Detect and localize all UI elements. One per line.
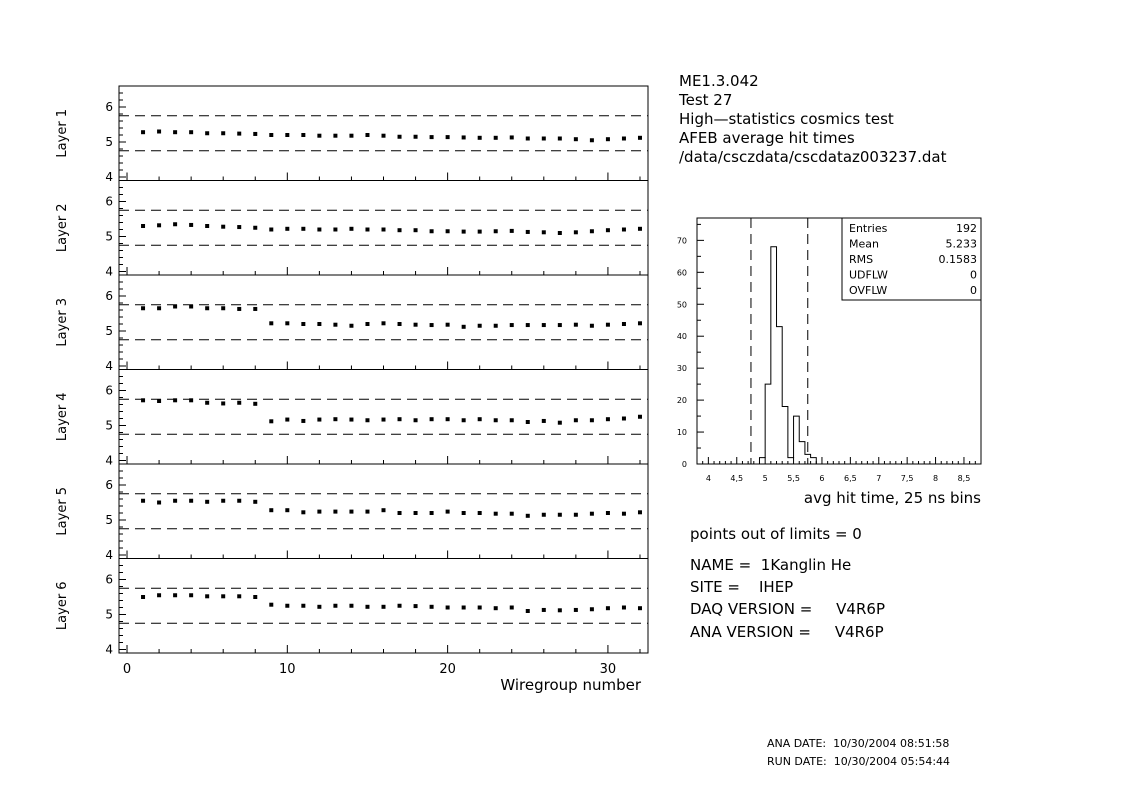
stats-label: Mean: [849, 237, 879, 251]
data-point: [462, 135, 466, 139]
data-point: [333, 604, 337, 608]
data-point: [173, 593, 177, 597]
data-point: [574, 137, 578, 141]
data-point: [638, 415, 642, 419]
data-point: [510, 135, 514, 139]
data-point: [301, 510, 305, 514]
data-point: [349, 510, 353, 514]
data-point: [574, 418, 578, 422]
data-point: [301, 133, 305, 137]
data-point: [269, 228, 273, 232]
data-point: [398, 417, 402, 421]
data-point: [317, 418, 321, 422]
data-point: [141, 306, 145, 310]
data-point: [237, 307, 241, 311]
x-tick-label: 10: [279, 662, 296, 677]
x-tick-label: 20: [439, 662, 456, 677]
data-point: [590, 607, 594, 611]
header-line-3: High—statistics cosmics test: [679, 110, 894, 128]
data-point: [542, 419, 546, 423]
data-point: [638, 136, 642, 140]
stats-value: 0.1583: [938, 253, 977, 266]
x-axis-label: Wiregroup number: [500, 676, 641, 694]
data-point: [285, 227, 289, 231]
data-point: [462, 511, 466, 515]
hit-time-histogram: [677, 218, 981, 507]
data-point: [590, 138, 594, 142]
data-point: [462, 606, 466, 610]
data-point: [317, 228, 321, 232]
data-point: [189, 223, 193, 227]
data-point: [141, 398, 145, 402]
y-tick-label: 6: [105, 100, 113, 114]
hist-x-tick-label: 6: [819, 474, 825, 483]
data-point: [446, 135, 450, 139]
layer-label: Layer 2: [55, 203, 70, 253]
data-point: [253, 402, 257, 406]
panel-frame: [119, 86, 648, 181]
data-point: [253, 226, 257, 230]
data-point: [221, 225, 225, 229]
data-point: [205, 306, 209, 310]
data-point: [542, 323, 546, 327]
data-point: [349, 324, 353, 328]
hist-x-tick-label: 8,5: [957, 474, 971, 483]
data-point: [301, 604, 305, 608]
hist-x-tick-label: 5: [762, 474, 768, 483]
data-point: [173, 499, 177, 503]
hist-bar: [777, 327, 783, 464]
hist-bar: [811, 458, 817, 464]
data-point: [365, 228, 369, 232]
data-point: [205, 594, 209, 598]
stats-value: 192: [956, 222, 977, 235]
layer-panel-1: [55, 86, 648, 184]
data-point: [317, 134, 321, 138]
data-point: [606, 606, 610, 610]
layer-panels: [55, 86, 648, 694]
data-point: [462, 230, 466, 234]
hist-x-tick-label: 4: [705, 474, 711, 483]
site-field: SITE = IHEP: [690, 578, 794, 596]
data-point: [365, 510, 369, 514]
hist-x-tick-label: 4,5: [730, 474, 744, 483]
y-tick-label: 4: [105, 453, 113, 468]
data-point: [189, 130, 193, 134]
data-point: [494, 136, 498, 140]
stats-label: RMS: [849, 253, 874, 266]
data-point: [398, 228, 402, 232]
data-point: [558, 608, 562, 612]
data-point: [349, 227, 353, 231]
hist-bar: [782, 406, 788, 464]
data-point: [446, 510, 450, 514]
stats-value: 0: [970, 268, 977, 282]
data-point: [365, 133, 369, 137]
data-point: [157, 223, 161, 227]
data-point: [526, 609, 530, 613]
data-point: [269, 603, 273, 607]
y-tick-label: 4: [105, 264, 113, 279]
data-point: [141, 499, 145, 503]
y-tick-label: 5: [105, 607, 113, 622]
data-point: [253, 500, 257, 504]
hist-y-tick-label: 0: [681, 460, 687, 469]
data-point: [382, 605, 386, 609]
ana-version-field: ANA VERSION = V4R6P: [690, 623, 884, 641]
points-out-of-limits: points out of limits = 0: [690, 525, 862, 543]
data-point: [574, 608, 578, 612]
data-point: [237, 594, 241, 598]
data-point: [285, 604, 289, 608]
data-point: [382, 321, 386, 325]
hist-y-tick-label: 10: [676, 428, 687, 438]
header-line-2: Test 27: [679, 91, 733, 109]
data-point: [622, 606, 626, 610]
data-point: [237, 225, 241, 229]
data-point: [542, 137, 546, 141]
data-point: [510, 606, 514, 610]
data-point: [398, 511, 402, 515]
data-point: [558, 513, 562, 517]
data-point: [221, 499, 225, 503]
stats-value: 5.233: [945, 237, 977, 251]
data-point: [205, 224, 209, 228]
hist-y-tick-label: 70: [676, 236, 687, 246]
data-point: [221, 306, 225, 310]
data-point: [606, 417, 610, 421]
y-tick-label: 4: [105, 359, 113, 373]
data-point: [574, 513, 578, 517]
data-point: [333, 323, 337, 327]
data-point: [157, 501, 161, 505]
layer-label: Layer 3: [55, 297, 70, 347]
run-date: RUN DATE: 10/30/2004 05:54:44: [767, 755, 951, 768]
data-point: [157, 306, 161, 310]
data-point: [205, 500, 209, 504]
layer-label: Layer 5: [55, 486, 70, 536]
data-point: [382, 418, 386, 422]
data-point: [189, 305, 193, 309]
hist-y-tick-label: 40: [676, 332, 687, 342]
data-point: [478, 230, 482, 234]
data-point: [414, 604, 418, 608]
data-point: [173, 398, 177, 402]
data-point: [430, 417, 434, 421]
y-tick-label: 4: [105, 642, 113, 657]
data-point: [349, 134, 353, 138]
data-point: [526, 420, 530, 424]
data-point: [189, 398, 193, 402]
header-line-4: AFEB average hit times: [679, 129, 855, 147]
data-point: [638, 227, 642, 231]
data-point: [237, 401, 241, 405]
data-point: [173, 305, 177, 309]
layer-label: Layer 6: [55, 581, 70, 631]
data-point: [269, 321, 273, 325]
y-tick-label: 4: [105, 548, 113, 562]
data-point: [237, 132, 241, 136]
data-point: [622, 228, 626, 232]
stats-label: OVFLW: [849, 284, 888, 297]
data-point: [510, 512, 514, 516]
y-tick-label: 5: [105, 513, 113, 527]
data-point: [382, 508, 386, 512]
data-point: [253, 595, 257, 599]
data-point: [638, 510, 642, 514]
hist-y-tick-label: 30: [676, 364, 687, 374]
data-point: [446, 229, 450, 233]
data-point: [365, 418, 369, 422]
data-point: [333, 510, 337, 514]
layer-panel-4: [55, 370, 648, 468]
header-line-1: ME1.3.042: [679, 72, 759, 90]
data-point: [333, 134, 337, 138]
data-point: [141, 130, 145, 134]
data-point: [414, 418, 418, 422]
data-point: [141, 595, 145, 599]
data-point: [269, 133, 273, 137]
data-point: [398, 322, 402, 326]
layer-panel-2: [55, 181, 648, 279]
data-point: [349, 604, 353, 608]
hist-bar: [799, 442, 805, 464]
data-point: [221, 131, 225, 135]
data-point: [157, 399, 161, 403]
data-point: [269, 508, 273, 512]
stats-label: UDFLW: [849, 268, 888, 282]
data-point: [221, 594, 225, 598]
data-point: [542, 513, 546, 517]
layer-panel-6: [55, 559, 648, 657]
data-point: [398, 135, 402, 139]
hist-x-tick-label: 7: [876, 474, 882, 483]
data-point: [285, 321, 289, 325]
data-point: [478, 417, 482, 421]
data-point: [414, 228, 418, 232]
data-point: [622, 137, 626, 141]
hist-bar: [794, 416, 800, 464]
data-point: [414, 135, 418, 139]
name-field: NAME = 1Kanglin He: [690, 556, 852, 574]
data-point: [590, 229, 594, 233]
data-point: [494, 229, 498, 233]
data-point: [510, 323, 514, 327]
data-point: [157, 593, 161, 597]
y-tick-label: 5: [105, 324, 113, 338]
data-point: [382, 228, 386, 232]
data-point: [638, 606, 642, 610]
data-point: [622, 512, 626, 516]
hist-bar: [759, 458, 765, 464]
stats-label: Entries: [849, 222, 888, 235]
y-tick-label: 5: [105, 229, 113, 244]
data-point: [446, 606, 450, 610]
data-point: [414, 323, 418, 327]
hist-y-tick-label: 50: [676, 300, 687, 310]
data-point: [221, 401, 225, 405]
y-tick-label: 6: [105, 572, 113, 587]
y-tick-label: 6: [105, 194, 113, 209]
data-point: [301, 322, 305, 326]
data-point: [526, 137, 530, 141]
data-point: [430, 323, 434, 327]
data-point: [349, 418, 353, 422]
layer-label: Layer 4: [55, 392, 70, 442]
data-point: [590, 512, 594, 516]
data-point: [285, 418, 289, 422]
data-point: [446, 323, 450, 327]
data-point: [558, 137, 562, 141]
data-point: [430, 229, 434, 233]
data-point: [622, 322, 626, 326]
hist-bar: [771, 247, 777, 464]
data-point: [317, 605, 321, 609]
data-point: [526, 514, 530, 518]
data-point: [317, 322, 321, 326]
data-point: [205, 131, 209, 135]
data-point: [590, 418, 594, 422]
data-point: [398, 604, 402, 608]
data-point: [510, 418, 514, 422]
stats-value: 0: [970, 284, 977, 297]
data-point: [462, 325, 466, 329]
hist-y-tick-label: 20: [676, 396, 687, 406]
header-line-5: /data/csczdata/cscdataz003237.dat: [679, 148, 947, 166]
data-point: [558, 231, 562, 235]
data-point: [494, 418, 498, 422]
data-point: [382, 134, 386, 138]
data-point: [606, 511, 610, 515]
data-point: [526, 230, 530, 234]
data-point: [606, 137, 610, 141]
data-point: [189, 593, 193, 597]
data-point: [430, 511, 434, 515]
data-point: [558, 323, 562, 327]
hist-x-tick-label: 8: [933, 474, 939, 483]
layer-panel-5: [55, 464, 648, 562]
data-point: [285, 133, 289, 137]
data-point: [333, 228, 337, 232]
data-point: [205, 401, 209, 405]
data-point: [301, 419, 305, 423]
data-point: [462, 418, 466, 422]
data-point: [638, 321, 642, 325]
data-point: [478, 511, 482, 515]
x-tick-label: 0: [122, 662, 132, 677]
data-point: [141, 224, 145, 228]
data-point: [301, 227, 305, 231]
data-point: [494, 606, 498, 610]
data-point: [590, 324, 594, 328]
data-point: [494, 512, 498, 516]
data-point: [414, 511, 418, 515]
hist-x-tick-label: 5,5: [787, 474, 800, 483]
y-tick-label: 5: [105, 135, 113, 149]
data-point: [542, 608, 546, 612]
data-point: [558, 421, 562, 425]
data-point: [365, 322, 369, 326]
hist-x-tick-label: 7,5: [900, 474, 914, 483]
y-tick-label: 6: [105, 289, 113, 303]
data-point: [526, 323, 530, 327]
daq-version-field: DAQ VERSION = V4R6P: [690, 600, 885, 618]
hist-x-tick-label: 6,5: [843, 474, 857, 483]
y-tick-label: 6: [105, 478, 113, 492]
data-point: [253, 132, 257, 136]
data-point: [478, 606, 482, 610]
ana-date: ANA DATE: 10/30/2004 08:51:58: [767, 737, 950, 750]
layer-label: Layer 1: [55, 108, 70, 158]
data-point: [622, 417, 626, 421]
data-point: [269, 419, 273, 423]
y-tick-label: 5: [105, 418, 113, 433]
data-point: [446, 417, 450, 421]
data-point: [317, 510, 321, 514]
data-point: [478, 324, 482, 328]
hist-bar: [788, 458, 794, 464]
data-point: [333, 417, 337, 421]
data-point: [574, 323, 578, 327]
data-point: [510, 229, 514, 233]
data-point: [365, 605, 369, 609]
data-point: [237, 499, 241, 503]
data-point: [157, 130, 161, 134]
layer-panel-3: [55, 275, 648, 373]
data-point: [606, 323, 610, 327]
data-point: [606, 228, 610, 232]
data-point: [542, 230, 546, 234]
hist-y-tick-label: 60: [676, 268, 687, 278]
data-point: [173, 222, 177, 226]
panel-frame: [119, 370, 648, 465]
data-point: [285, 508, 289, 512]
data-point: [478, 136, 482, 140]
data-point: [430, 135, 434, 139]
y-tick-label: 4: [105, 170, 113, 184]
data-point: [574, 230, 578, 234]
data-point: [173, 130, 177, 134]
hist-x-axis-label: avg hit time, 25 ns bins: [803, 489, 981, 507]
data-point: [494, 324, 498, 328]
data-point: [189, 499, 193, 503]
y-tick-label: 6: [105, 383, 113, 398]
data-point: [430, 605, 434, 609]
x-tick-label: 30: [599, 662, 617, 677]
data-point: [253, 307, 257, 311]
hist-bar: [765, 384, 771, 464]
